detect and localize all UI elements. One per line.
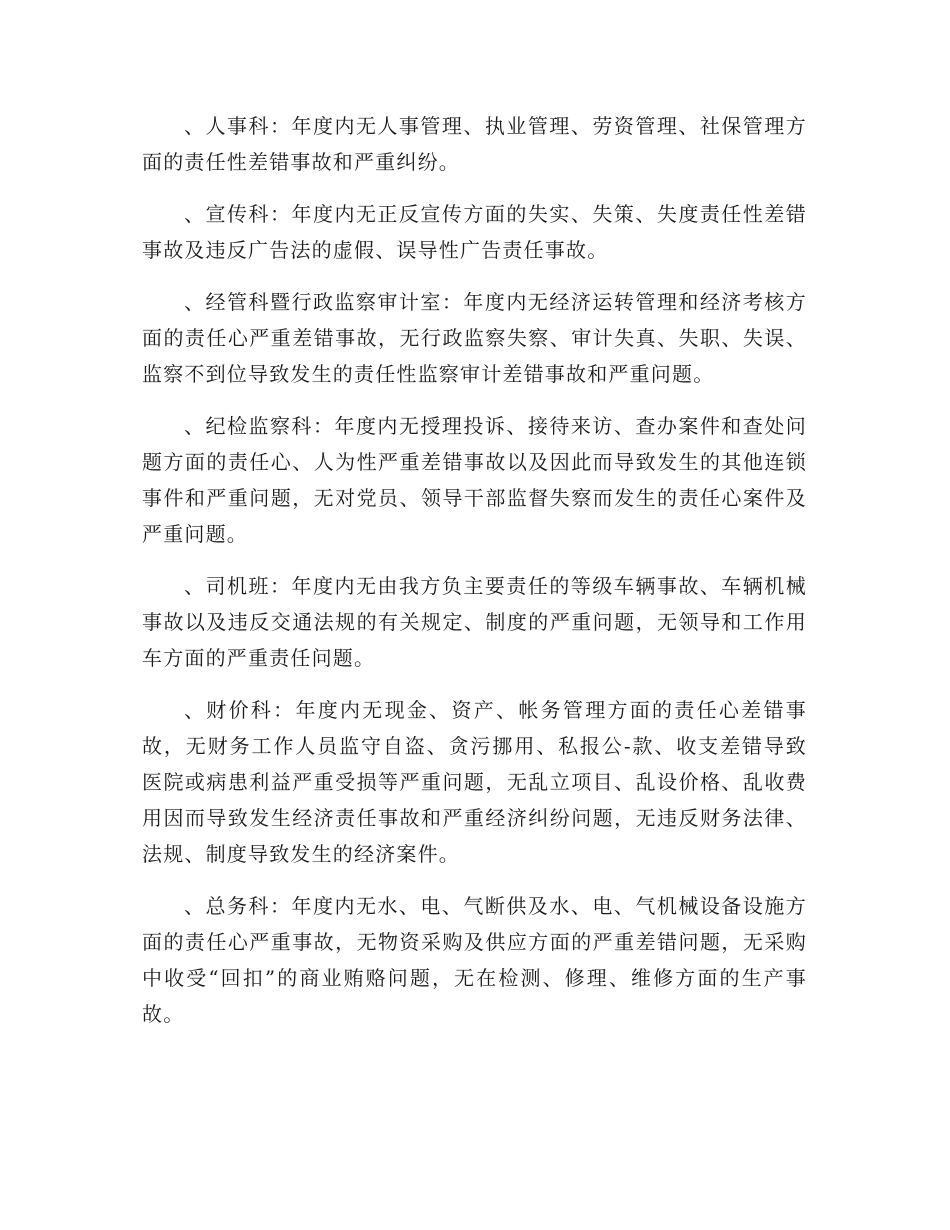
document-body (142, 108, 807, 1048)
paragraph-personnel: 、人事科：年度内无人事管理、执业管理、劳资管理、社保管理方面的责任性差错事故和严重纠纷。 (142, 114, 807, 174)
paragraph-economic-management: 、经管科暨行政监察审计室：年度内无经济运转管理和经济考核方面的责任心严重差错事故，无行政监察失察、审计失真、失职、失误、监察不到位导致发生的责任性监察审计差错事故和严重问题。 (142, 290, 807, 386)
paragraph-discipline-inspection: 、纪检监察科：年度内无授理投诉、接待来访、查办案件和查处问题方面的责任心、人为性严重差错事故以及因此而导致发生的其他连锁事件和严重问题，无对党员、领导干部监督失察而发生的责任心案件及严重问题。 (142, 414, 807, 546)
paragraph-general-affairs: 、总务科：年度内无水、电、气断供及水、电、气机械设备设施方面的责任心严重事故，无物资采购及供应方面的严重差错问题，无采购中收受“回扣”的商业贿赂问题，无在检测、修理、维修方面的生产事故。 (142, 894, 807, 1026)
paragraph-driver-team: 、司机班：年度内无由我方负主要责任的等级车辆事故、车辆机械事故以及违反交通法规的有关规定、制度的严重问题，无领导和工作用车方面的严重责任问题。 (142, 574, 807, 670)
paragraph-publicity: 、宣传科：年度内无正反宣传方面的失实、失策、失度责任性差错事故及违反广告法的虚假、误导性广告责任事故。 (142, 202, 807, 262)
paragraph-finance-pricing: 、财价科：年度内无现金、资产、帐务管理方面的责任心差错事故，无财务工作人员监守自盗、贪污挪用、私报公-款、收支差错导致医院或病患利益严重受损等严重问题，无乱立项目、乱设价格、乱收费用因而导致发生经济责任事故和严重经济纠纷问题，无违反财务法律、法规、制度导致发生的经济案件。 (142, 698, 807, 866)
